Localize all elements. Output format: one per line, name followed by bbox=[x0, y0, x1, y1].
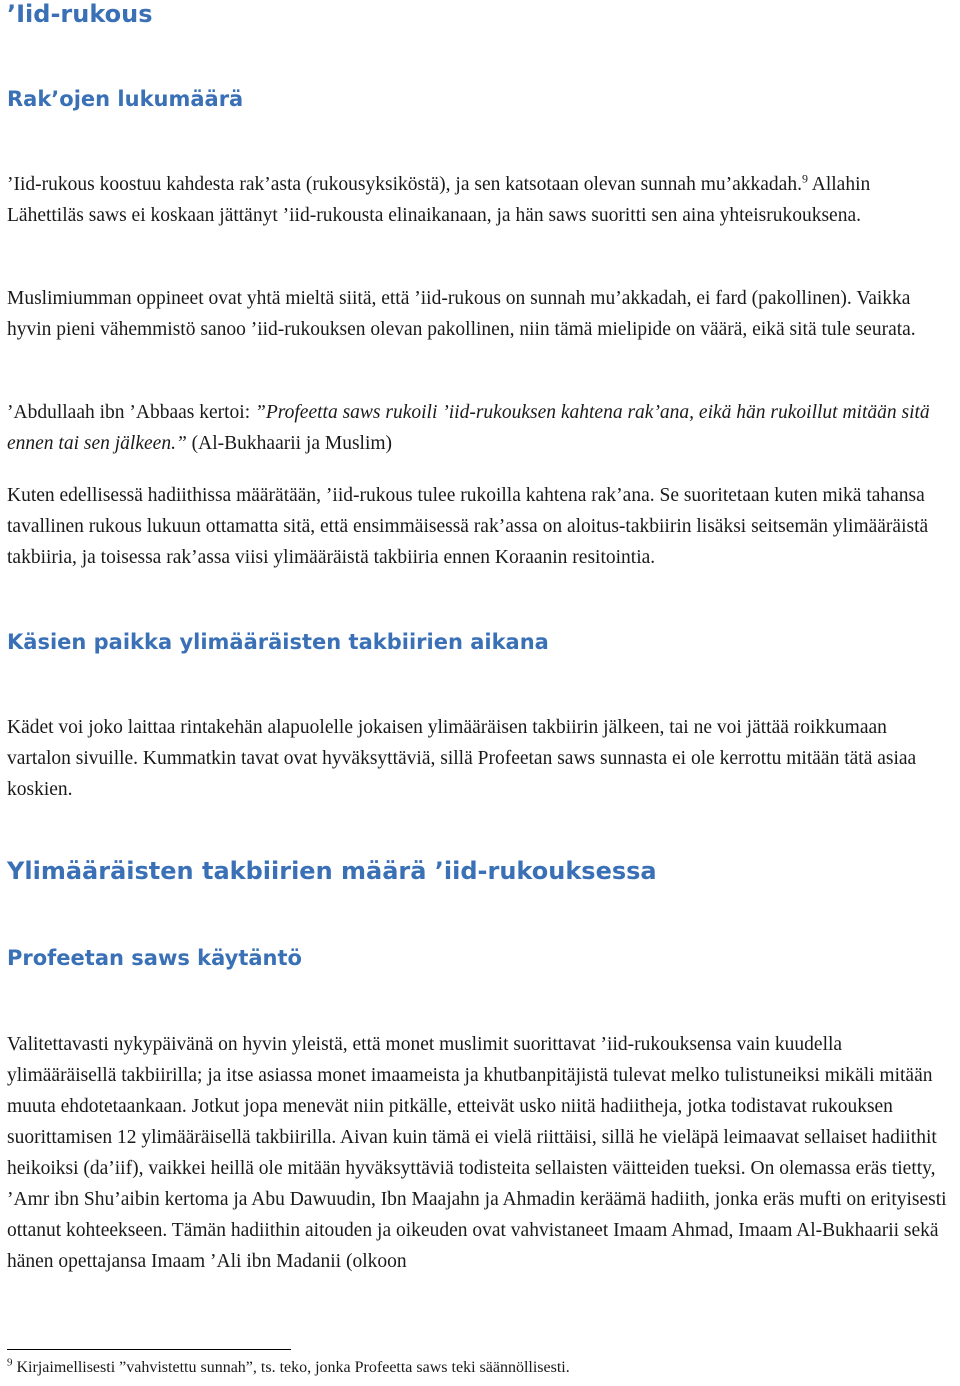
paragraph bbox=[7, 397, 947, 459]
paragraph: Kuten edellisessä hadiithissa määrätään, ’iid-rukous tulee rukoilla kahtena rak’ana. Se suoritetaan kuten mikä tahansa tavallinen rukous lukuun ottamatta sitä, että ensimmäisessä rak’assa on aloitus-takbiirin lisäksi seitsemän ylimääräistä takbiiria, ja toisessa rak’assa viisi ylimääräistä takbiiria ennen Koraanin resitointia. bbox=[7, 485, 929, 568]
page-title: ’Iid-rukous bbox=[7, 0, 153, 28]
footnote-reference[interactable]: 9 bbox=[801, 171, 808, 186]
footnote bbox=[7, 1357, 570, 1379]
section-heading-profeetan-kaytanto: Profeetan saws käytäntö bbox=[7, 946, 302, 970]
section-heading-rakojen-lukumaara: Rak’ojen lukumäärä bbox=[7, 87, 244, 111]
footnote-number: 9 bbox=[7, 1356, 13, 1369]
paragraph: Kädet voi joko laittaa rintakehän alapuolelle jokaisen ylimääräisen takbiirin jälkeen, tai ne voi jättää roikkumaan vartalon sivuille. Kummatkin tavat ovat hyväksyttäviä, sillä Profeetan saws sunnasta ei ole kerrottu mitään tätä asiaa koskien. bbox=[7, 717, 917, 800]
paragraph bbox=[7, 169, 947, 231]
paragraph: Valitettavasti nykypäivänä on hyvin yleistä, että monet muslimit suorittavat ’iid-rukouksensa vain kuudella ylimääräisellä takbiirilla; ja itse asiassa monet imaameista ja khutbanpitäjistä tulevat melko tulistuneiksi mikäli mitään muuta ehdotetaankaan. Jotkut jopa menevät niin pitkälle, etteivät usko niitä hadiitheja, jotka todistavat rukouksen suorittamisen 12 ylimääräisellä takbiirilla. Aivan kuin tämä ei vielä riittäisi, sillä he vieläpä leimaavat sellaiset hadiithit heikoiksi (da’iif), vaikkei heillä ole mitään hyväksyttäviä todisteita sellaisten väitteiden tueksi. On olemassa eräs tietty, ’Amr ibn Shu’aibin kertoma ja Abu Dawuudin, Ibn Maajahn ja Ahmadin keräämä hadiith, jonka eräs mufti on erityisesti ottanut kohteekseen. Tämän hadiithin aitouden ja oikeuden ovat vahvistaneet Imaam Ahmad, Imaam Al-Bukhaarii sekä hänen opettajansa Imaam ’Ali ibn Madanii (olkoon bbox=[7, 1034, 947, 1272]
paragraph-text: ’Abdullaah ibn ’Abbaas kertoi: bbox=[7, 402, 256, 423]
footnote-separator bbox=[7, 1349, 291, 1350]
paragraph: Muslimiumman oppineet ovat yhtä mieltä siitä, että ’iid-rukous on sunnah mu’akkadah, ei fard (pakollinen). Vaikka hyvin pieni vähemmistö sanoo ’iid-rukouksen olevan pakollinen, niin tämä mielipide on väärä, eikä sitä tule seurata. bbox=[7, 288, 916, 340]
paragraph-text: Allahin Lähettiläs saws ei koskaan jättänyt ’iid-rukousta elinaikanaan, ja hän saws suoritti sen aina yhteisrukouksena. bbox=[7, 174, 871, 226]
hadith-quote: ”Profeetta saws rukoili ’iid-rukouksen kahtena rak’ana, eikä hän rukoillut mitään sitä ennen tai sen jälkeen.” bbox=[7, 402, 930, 454]
section-heading-kasien-paikka: Käsien paikka ylimääräisten takbiirien aikana bbox=[7, 630, 549, 654]
section-heading-takbiirien-maara: Ylimääräisten takbiirien määrä ’iid-rukouksessa bbox=[7, 857, 657, 885]
footnote-text: Kirjaimellisesti ”vahvistettu sunnah”, ts. teko, jonka Profeetta saws teki säännöllisesti. bbox=[12, 1359, 570, 1376]
hadith-source: (Al-Bukhaarii ja Muslim) bbox=[186, 433, 393, 454]
paragraph-text: ’Iid-rukous koostuu kahdesta rak’asta (rukousyksiköstä), ja sen katsotaan olevan sunnah mu’akkadah. bbox=[7, 174, 802, 195]
